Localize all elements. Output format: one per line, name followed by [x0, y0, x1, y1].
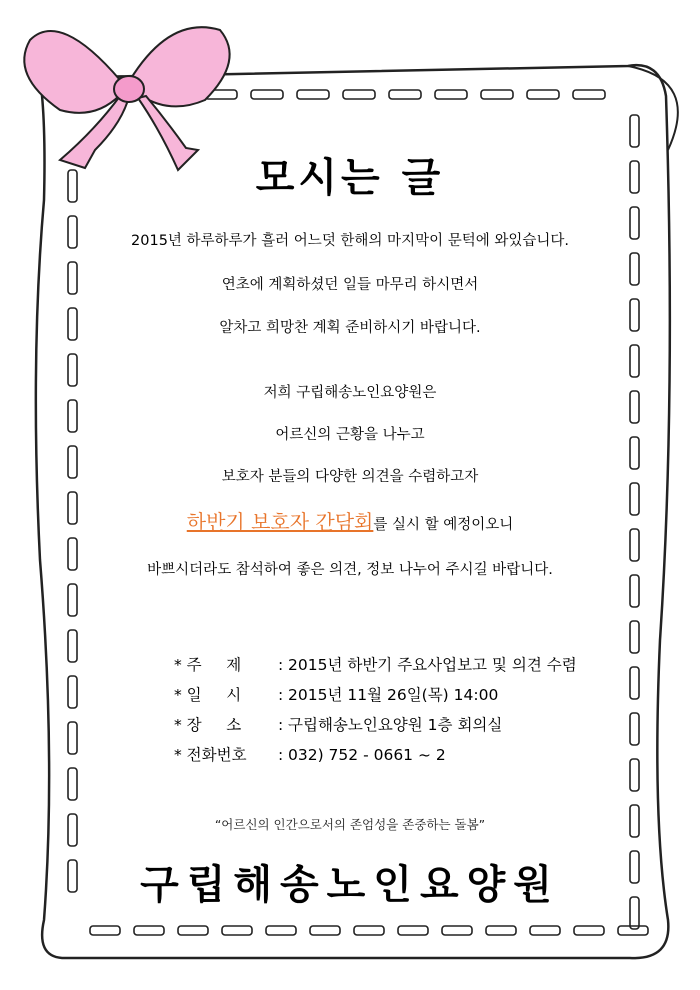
invitation-line-4 — [0, 506, 700, 535]
detail-value: 032) 752 - 0661 ~ 2 — [288, 746, 446, 764]
detail-label: * 장 소 — [174, 716, 242, 734]
detail-row-place — [174, 710, 577, 740]
organization-name: 구립해송노인요양원 — [140, 862, 560, 908]
detail-row-phone — [174, 740, 577, 770]
invitation-line-1: 저희 구립해송노인요양원은 — [263, 385, 437, 401]
meeting-name-highlight: 하반기 보호자 간담회 — [186, 510, 374, 534]
detail-row-datetime — [174, 680, 577, 710]
detail-value: 2015년 11월 26일(목) 14:00 — [288, 686, 499, 704]
detail-label: * 전화번호 — [174, 746, 247, 764]
detail-separator: : — [278, 716, 284, 734]
greeting-line-3: 알차고 희망찬 계획 준비하시기 바랍니다. — [219, 320, 481, 336]
detail-label: * 주 제 — [174, 656, 242, 674]
detail-value: 구립해송노인요양원 1층 회의실 — [288, 716, 503, 734]
greeting-line-2: 연초에 계획하셨던 일들 마무리 하시면서 — [221, 277, 479, 293]
detail-value: 2015년 하반기 주요사업보고 및 의견 수렴 — [288, 656, 577, 674]
motto: “어르신의 인간으로서의 존엄성을 존중하는 돌봄” — [214, 817, 486, 832]
detail-label: * 일 시 — [174, 686, 242, 704]
detail-separator: : — [278, 746, 284, 764]
detail-separator: : — [278, 656, 284, 674]
invitation-line-4-suffix: 를 실시 할 예정이오니 — [373, 517, 514, 533]
invitation-line-3: 보호자 분들의 다양한 의견을 수렴하고자 — [221, 469, 479, 485]
detail-row-topic — [174, 650, 577, 680]
event-details — [174, 650, 577, 770]
greeting-line-1: 2015년 하루하루가 흘러 어느덧 한해의 마지막이 문턱에 와있습니다. — [131, 233, 569, 249]
invitation-line-2: 어르신의 근황을 나누고 — [275, 427, 425, 443]
detail-separator: : — [278, 686, 284, 704]
invitation-line-5: 바쁘시더라도 참석하여 좋은 의견, 정보 나누어 주시길 바랍니다. — [147, 562, 553, 578]
page-title: 모시는 글 — [255, 155, 445, 201]
